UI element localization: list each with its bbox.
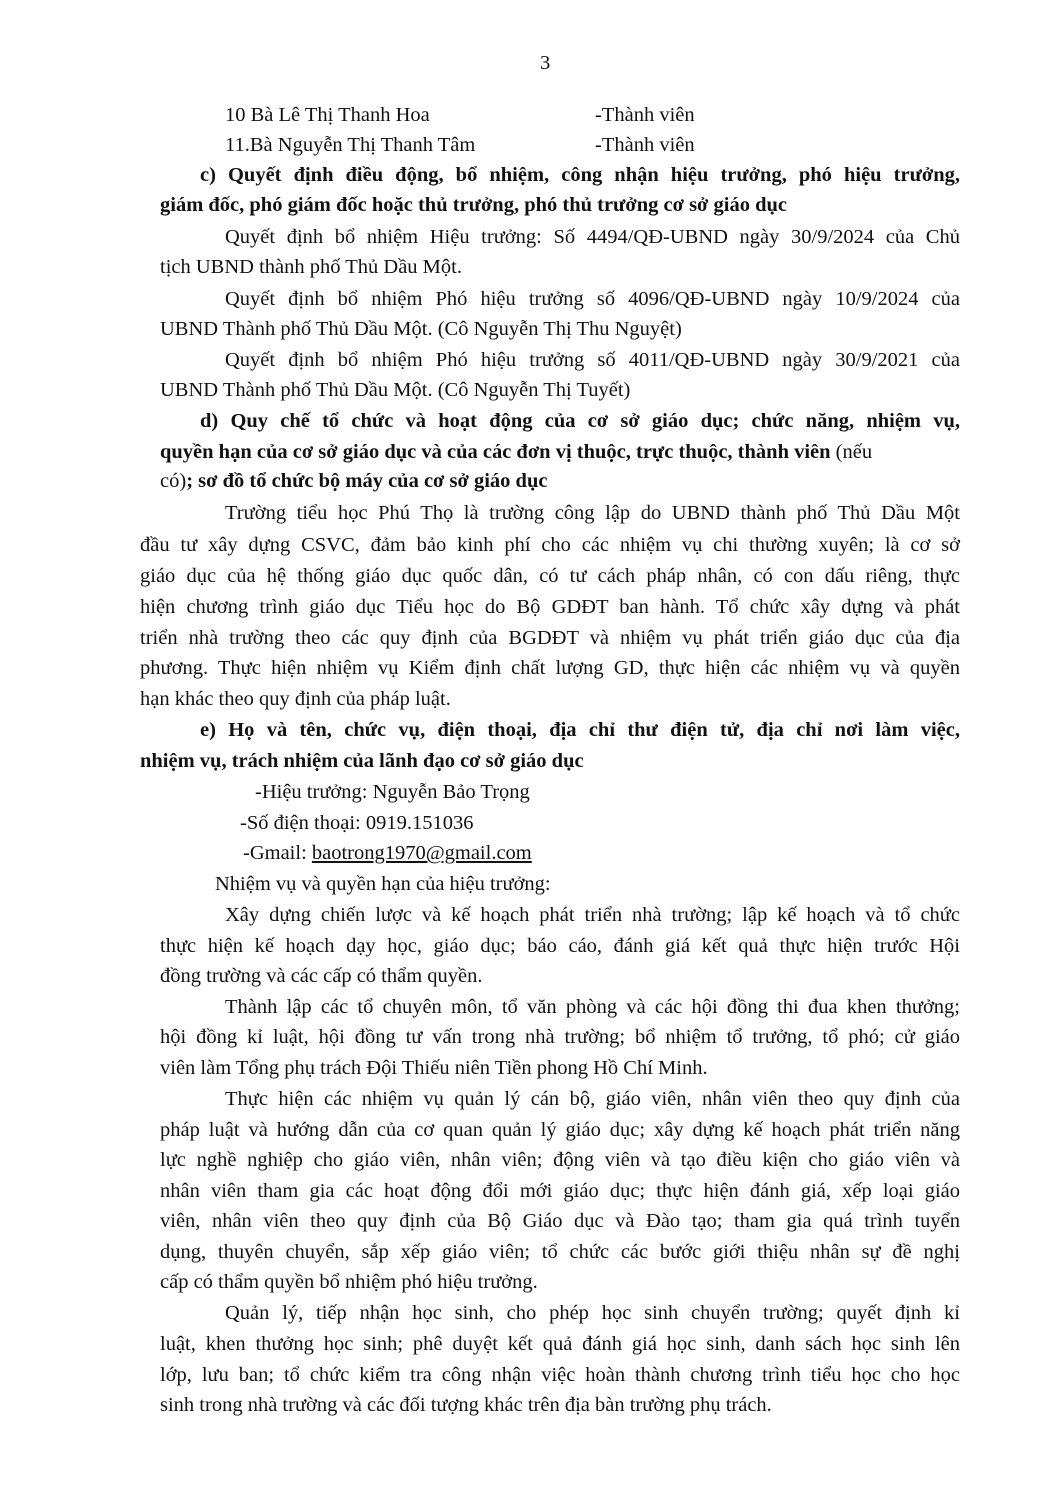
duty-line: viên làm Tổng phụ trách Đội Thiếu niên Tiền phong Hồ Chí Minh. xyxy=(160,1057,708,1079)
duty-line: thực hiện kế hoạch dạy học, giáo dục; báo cáo, đánh giá kết quả thực hiện trước Hội xyxy=(160,935,960,957)
duty-line: Thực hiện các nhiệm vụ quản lý cán bộ, giáo viên, nhân viên theo quy định của xyxy=(225,1088,960,1110)
principal-name: -Hiệu trưởng: Nguyễn Bảo Trọng xyxy=(255,781,530,803)
decision-text: Quyết định bổ nhiệm Hiệu trưởng: Số 4494/QĐ-UBND ngày 30/9/2024 của Chủ xyxy=(225,226,960,248)
section-c-heading: giám đốc, phó giám đốc hoặc thủ trưởng, phó thủ trưởng cơ sở giáo dục xyxy=(160,194,787,216)
member-role: -Thành viên xyxy=(595,104,695,126)
member-name: 10 Bà Lê Thị Thanh Hoa xyxy=(225,104,430,126)
section-d-heading: ; sơ đồ tổ chức bộ máy của cơ sở giáo dục xyxy=(186,470,548,492)
section-d-heading: quyền hạn của cơ sở giáo dục và của các đơn vị thuộc, trực thuộc, thành viên xyxy=(160,441,831,463)
decision-text: Quyết định bổ nhiệm Phó hiệu trưởng số 4096/QĐ-UBND ngày 10/9/2024 của xyxy=(225,288,960,310)
member-name: 11.Bà Nguyễn Thị Thanh Tâm xyxy=(225,134,476,156)
section-e-heading: nhiệm vụ, trách nhiệm của lãnh đạo cơ sở giáo dục xyxy=(140,750,584,772)
duty-line: dụng, thuyên chuyển, sắp xếp giáo viên; tổ chức các bước giới thiệu nhân sự đề nghị xyxy=(160,1241,960,1263)
page-number: 3 xyxy=(540,52,551,74)
section-d-heading-line xyxy=(160,437,872,467)
decision-text: UBND Thành phố Thủ Dầu Một. (Cô Nguyễn Thị Thu Nguyệt) xyxy=(160,318,682,340)
duty-line: luật, khen thưởng học sinh; phê duyệt kết quả đánh giá học sinh, danh sách học sinh lên xyxy=(160,1333,960,1355)
paragraph-line: giáo dục của hệ thống giáo dục quốc dân, có tư cách pháp nhân, có con dấu riêng, thực xyxy=(140,565,960,587)
paragraph-line: hạn khác theo quy định của pháp luật. xyxy=(140,688,451,710)
duty-line: lực nghề nghiệp cho giáo viên, nhân viên; động viên và tạo điều kiện cho giáo viên và xyxy=(160,1149,960,1171)
section-e-heading: e) Họ và tên, chức vụ, điện thoại, địa chỉ thư điện tử, địa chỉ nơi làm việc, xyxy=(200,719,960,741)
gmail-label: -Gmail: xyxy=(243,842,307,864)
duty-line: Thành lập các tổ chuyên môn, tổ văn phòng và các hội đồng thi đua khen thưởng; xyxy=(225,996,960,1018)
duty-line: sinh trong nhà trường và các đối tượng khác trên địa bàn trường phụ trách. xyxy=(160,1394,772,1416)
decision-text: Quyết định bổ nhiệm Phó hiệu trưởng số 4011/QĐ-UBND ngày 30/9/2021 của xyxy=(225,349,960,371)
decision-text: tịch UBND thành phố Thủ Dầu Một. xyxy=(160,256,462,278)
duty-line: đồng trường và các cấp có thẩm quyền. xyxy=(160,965,483,987)
section-d-heading-note: có) xyxy=(160,470,187,492)
duty-line: pháp luật và hướng dẫn của cơ quan quản lý giáo dục; xây dựng kế hoạch phát triển năng xyxy=(160,1119,960,1141)
principal-email-line xyxy=(243,838,532,868)
decision-text: UBND Thành phố Thủ Dầu Một. (Cô Nguyễn Thị Tuyết) xyxy=(160,379,631,401)
paragraph-line: đầu tư xây dựng CSVC, đảm bảo kinh phí cho các nhiệm vụ chi thường xuyên; là cơ sở xyxy=(140,534,960,556)
duty-line: Quản lý, tiếp nhận học sinh, cho phép học sinh chuyển trường; quyết định kỉ xyxy=(225,1302,960,1324)
duty-line: viên, nhân viên theo quy định của Bộ Giáo dục và Đào tạo; tham gia quá trình tuyển xyxy=(160,1210,960,1232)
paragraph-line: triển nhà trường theo các quy định của BGDĐT và nhiệm vụ phát triển giáo dục của địa xyxy=(140,627,960,649)
duty-line: cấp có thẩm quyền bổ nhiệm phó hiệu trưởng. xyxy=(160,1271,538,1293)
section-c-heading: c) Quyết định điều động, bổ nhiệm, công nhận hiệu trưởng, phó hiệu trưởng, xyxy=(200,164,960,186)
gmail-link[interactable]: baotrong1970@gmail.com xyxy=(311,842,532,864)
duty-line: hội đồng kỉ luật, hội đồng tư vấn trong nhà trường; bổ nhiệm tổ trưởng, tổ phó; cử giáo xyxy=(160,1026,960,1048)
section-d-heading: d) Quy chế tổ chức và hoạt động của cơ sở giáo dục; chức năng, nhiệm vụ, xyxy=(200,410,960,432)
paragraph-line: hiện chương trình giáo dục Tiểu học do Bộ GDĐT ban hành. Tổ chức xây dựng và phát xyxy=(140,596,960,618)
duty-line: Xây dựng chiến lược và kế hoạch phát triển nhà trường; lập kế hoạch và tổ chức xyxy=(225,904,960,926)
paragraph-line: phương. Thực hiện nhiệm vụ Kiểm định chất lượng GD, thực hiện các nhiệm vụ và quyền xyxy=(140,657,960,679)
principal-phone: -Số điện thoại: 0919.151036 xyxy=(240,812,474,834)
member-role: -Thành viên xyxy=(595,134,695,156)
paragraph-line: Trường tiểu học Phú Thọ là trường công lập do UBND thành phố Thủ Dầu Một xyxy=(225,502,960,524)
duty-line: nhân viên tham gia các hoạt động đổi mới giáo dục; thực hiện đánh giá, xếp loại giáo xyxy=(160,1180,960,1202)
section-d-heading-line xyxy=(160,466,547,496)
duties-title: Nhiệm vụ và quyền hạn của hiệu trưởng: xyxy=(215,873,551,895)
section-d-heading-note: (nếu xyxy=(835,441,873,463)
duty-line: lớp, lưu ban; tổ chức kiểm tra công nhận việc hoàn thành chương trình tiểu học cho học xyxy=(160,1364,960,1386)
